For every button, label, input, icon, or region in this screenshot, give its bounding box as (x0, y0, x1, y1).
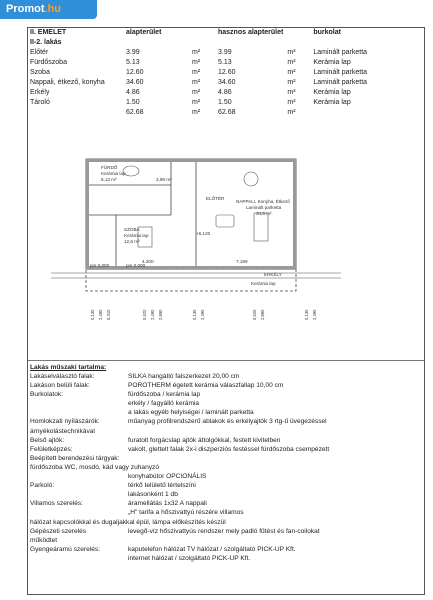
spec-row (28, 518, 424, 527)
room-area: 4.86 (126, 89, 140, 96)
table-row (28, 98, 424, 108)
height-2: 2,490 (98, 309, 103, 320)
total-row (28, 108, 424, 118)
floor-heading: II. EMELET (30, 29, 67, 36)
height-6: 2,890 (158, 309, 163, 320)
room-flooring: Kerámia lap (313, 89, 351, 96)
spec-key: hálózat kapcsolókkal és dugaljakkal épül, lámpa előkészítés készül (30, 518, 226, 526)
unit: m² (192, 79, 201, 86)
spec-value (95, 427, 424, 436)
spec-row (28, 490, 424, 499)
room-name: Nappali, étkező, konyha (30, 79, 105, 86)
spec-row (28, 381, 424, 390)
table-row (28, 58, 424, 68)
room-label: SZOBA (124, 227, 140, 232)
room-net-area: 3.99 (218, 49, 232, 56)
spec-row (28, 508, 424, 517)
brand-tld: .hu (44, 3, 61, 15)
unit: m² (192, 99, 201, 106)
spec-key (28, 490, 128, 499)
dimension-1: 4.200 (142, 259, 154, 264)
unit: m² (287, 49, 296, 56)
spec-value: áramellátás 1x32 A nappali (128, 500, 207, 508)
living-floor: Laminált parketta (246, 205, 282, 210)
room-flooring: Kerámia lap (313, 99, 351, 106)
unit: m² (287, 89, 296, 96)
section-divider (28, 360, 424, 361)
unit-row (28, 38, 424, 48)
spec-value: konyhabútor OPCIONÁLIS (128, 473, 207, 481)
room-area: 12.60 (126, 69, 144, 76)
spec-value: térkő telületű tértelszíni (128, 482, 196, 490)
height-8: 2,490 (200, 309, 205, 320)
spec-value: lakásonként 1 db (128, 491, 178, 499)
spec-row (28, 472, 424, 481)
balcony-label: ERKÉLY (264, 272, 282, 277)
spec-key: Belső ajtók: (30, 436, 65, 444)
room-net-area: 1.50 (218, 99, 232, 106)
height-11: 0,130 (304, 309, 309, 320)
spec-row (28, 445, 424, 454)
table-header-row (28, 28, 424, 38)
spec-key: árnyékolástechnikával (30, 427, 95, 435)
unit: m² (287, 59, 296, 66)
spec-key: Villamos szerelés: (30, 500, 84, 508)
total-area: 62.68 (126, 109, 144, 116)
spec-row (28, 427, 424, 436)
room-area-label: 12,6 m² (124, 239, 140, 244)
table-row (28, 48, 424, 58)
unit: m² (287, 109, 296, 116)
room-area: 1.50 (126, 99, 140, 106)
level-1: pm 0,000 (90, 263, 110, 268)
room-area: 3.99 (126, 49, 140, 56)
col-floor-heading: burkolat (313, 29, 341, 36)
room-flooring: Laminált parketta (313, 49, 368, 56)
bath-floor: Kerámia lap (101, 171, 126, 176)
hall-area: 3,99 m² (156, 177, 172, 182)
room-flooring: Kerámia lap (313, 59, 351, 66)
spec-row (28, 454, 424, 463)
spec-value: levegő-víz hőszivattyús rendszer mely padló fűtést és fan-coilokat (128, 527, 320, 535)
spec-row (28, 408, 424, 417)
unit: m² (287, 99, 296, 106)
col-area-heading: alapterület (126, 29, 162, 36)
dimension-2: 7.199 (236, 259, 248, 264)
height-1: 0,130 (90, 309, 95, 320)
spec-row (28, 399, 424, 408)
spec-row (28, 436, 424, 445)
room-name: Tároló (30, 99, 50, 106)
unit: m² (192, 89, 201, 96)
spec-key: működtet (30, 536, 58, 544)
spec-key (28, 408, 128, 417)
spec-key (28, 399, 128, 408)
spec-row (28, 481, 424, 490)
spec-value: furatolt forgácslap ajtók áttolgókkal, festett kivitelben (128, 436, 281, 444)
total-net-area: 62.68 (218, 109, 236, 116)
spec-key: Felületképzés: (30, 445, 73, 453)
spec-value: POROTHERM égetett kerámia válaszfallap 10,00 cm (128, 382, 284, 390)
level-2: pm 0,000 (126, 263, 146, 268)
spec-key: Homlokzati nyílászárók: (30, 418, 100, 426)
spec-value: vakolt, glettelt falak 2x-i diszperziós festéssel fürdőszoba csempézett (128, 445, 330, 453)
table-row (28, 88, 424, 98)
height-7: 0,130 (192, 309, 197, 320)
room-name: Előtér (30, 49, 49, 56)
spec-value: SILKA hangátló falszerkezet 20,00 cm (128, 373, 240, 380)
room-name: Fürdőszoba (30, 59, 67, 66)
living-area: 34,6 m² (256, 211, 272, 216)
unit: m² (192, 109, 201, 116)
spec-key: fürdőszoba WC, mosdó, kád vagy zuhanyzó (30, 463, 160, 471)
spec-value: erkély / fagyálló kerámia (128, 400, 200, 408)
spec-row (28, 499, 424, 508)
spec-row (28, 417, 424, 426)
spec-key: Gépészeti szerelés (30, 527, 87, 535)
spec-key (28, 554, 128, 563)
spec-row (28, 554, 424, 563)
spec-value: internet hálózat / szolgáltató PICK-UP Kft. (128, 554, 251, 562)
hall-label: ELŐTÉR (206, 196, 225, 201)
brand-name: Promot (6, 3, 45, 15)
spec-key: Parkoló: (30, 482, 55, 490)
spec-key: Lakáson belüli falak: (30, 382, 90, 390)
height-9: 0,520 (252, 309, 257, 320)
spec-title: Lakás műszaki tartalma: (30, 364, 107, 371)
table-row (28, 68, 424, 78)
document-sheet (27, 27, 425, 595)
height-4: 0,520 (142, 309, 147, 320)
room-area-table (28, 28, 424, 118)
room-flooring: Laminált parketta (313, 79, 368, 86)
room-name: Erkély (30, 89, 50, 96)
spec-key (28, 472, 128, 481)
unit: m² (287, 79, 296, 86)
balcony-floor: Kerámia lap (251, 281, 276, 286)
unit: m² (287, 69, 296, 76)
col-net-heading: hasznos alapterület (218, 29, 284, 36)
spec-value (119, 454, 424, 463)
height-5: 2,490 (150, 309, 155, 320)
unit-label: II-2. lakás (30, 39, 62, 46)
spec-value: a lakás egyéb helyiségei / laminált parketta (128, 409, 254, 417)
room-area: 34.60 (126, 79, 144, 86)
room-net-area: 4.86 (218, 89, 232, 96)
unit: m² (192, 59, 201, 66)
room-net-area: 34.60 (218, 79, 236, 86)
spec-row (28, 545, 424, 554)
living-label: NAPPALI, Konyha, Étkező (236, 199, 290, 204)
room-net-area: 12.60 (218, 69, 236, 76)
spec-value: műanyag profilrendszerű ablakok és erkélyajtók 3 rtg-ű üvegezéssel (128, 418, 327, 426)
spec-value (159, 463, 424, 472)
spec-value: „H" tarifa a hőszivattyú részére villamos (128, 509, 244, 517)
spec-value (128, 536, 424, 545)
spec-key (28, 508, 128, 517)
room-name: Szoba (30, 69, 50, 76)
spec-key: Burkolatok: (30, 391, 63, 399)
unit: m² (192, 69, 201, 76)
spec-row (28, 372, 424, 381)
bath-label: FÜRDŐ (101, 165, 118, 170)
bath-area: 5,13 m² (101, 177, 117, 182)
site-badge[interactable] (0, 0, 97, 19)
table-row (28, 78, 424, 88)
room-flooring: Laminált parketta (313, 69, 368, 76)
spec-value: fürdőszoba / kerámia lap (128, 391, 201, 399)
spec-key: Gyengeáramú szerelés: (30, 545, 101, 553)
spec-row (28, 390, 424, 399)
height-12: 2,490 (312, 309, 317, 320)
spec-key: Beépített berendezési tárgyak: (30, 454, 120, 462)
height-10: 2,890 (260, 309, 265, 320)
spec-value: kaputelefon hálózat TV hálózat / szolgáltató PICK-UP Kft. (128, 545, 296, 553)
room-net-area: 5.13 (218, 59, 232, 66)
technical-spec (28, 363, 424, 563)
room-floor: Kerámia lap (124, 233, 149, 238)
spec-value (226, 518, 424, 527)
room-area: 5.13 (126, 59, 140, 66)
floor-plan (46, 155, 346, 325)
spec-row (28, 463, 424, 472)
level-3: +6,120 (196, 231, 211, 236)
unit: m² (192, 49, 201, 56)
spec-row (28, 527, 424, 536)
spec-key: Lakáselválasztó falak: (30, 373, 95, 380)
height-3: 0,310 (106, 309, 111, 320)
spec-row (28, 536, 424, 545)
